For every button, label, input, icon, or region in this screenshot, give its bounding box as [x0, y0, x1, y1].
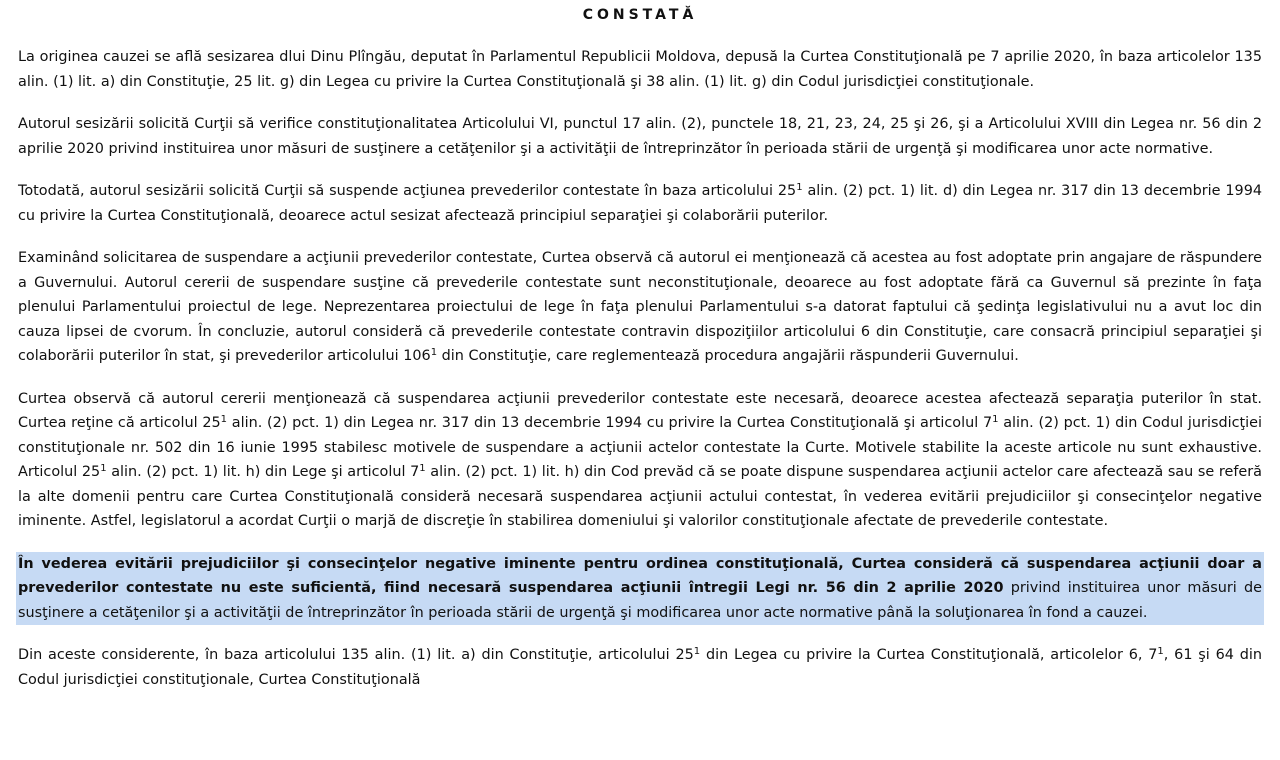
paragraph-5: [18, 387, 1262, 534]
paragraph-6-text: privind instituirea unor măsuri de susţinere a cetăţenilor şi a activităţii de întreprinzător în perioada stării de urgenţă şi modificarea unor acte normative până la soluţionarea în fond a cauzei.: [18, 580, 1262, 621]
paragraph-3: [18, 179, 1262, 228]
paragraph-4: [18, 246, 1262, 369]
paragraph-7-text-c: , 61 şi 64 din Codul jurisdicţiei constituţionale, Curtea Constituţională: [18, 647, 1262, 688]
superscript: 1: [693, 646, 701, 657]
paragraph-6-selected[interactable]: [16, 552, 1264, 626]
superscript: 1: [796, 182, 803, 193]
paragraph-6-bold-text: În vederea evitării prejudiciilor şi consecinţelor negative iminente pentru ordinea constituţională, Curtea consideră că suspendarea acţiunii doar a prevederilor contestate nu este suficientă, fiind necesară suspendarea acţiunii întregii Legi nr. 56 din 2 aprilie 2020: [18, 555, 1262, 596]
paragraph-5-text-a: Curtea observă că autorul cererii menţionează că suspendarea acţiunii prevederilor contestate este necesară, deoarece acestea afectează separaţia puterilor în stat. Curtea reţine că articolul 25: [18, 390, 1262, 431]
paragraph-5-text-b: alin. (2) pct. 1) din Legea nr. 317 din 13 decembrie 1994 cu privire la Curtea Constituţională şi articolul 7: [227, 415, 993, 431]
paragraph-1: La originea cauzei se află sesizarea dlui Dinu Plîngău, deputat în Parlamentul Republicii Moldova, depusă la Curtea Constituţională pe 7 aprilie 2020, în baza articolelor 135 alin. (1) lit. a) din Constituţie, 25 lit. g) din Legea cu privire la Curtea Constituţională şi 38 alin. (1) lit. g) din Codul jurisdicţiei constituţionale.: [18, 49, 1262, 90]
superscript: 1: [1157, 646, 1164, 657]
paragraph-3-text-b: alin. (2) pct. 1) lit. d) din Legea nr. 317 din 13 decembrie 1994 cu privire la Curtea Constituţională, deoarece actul sesizat afectează principiul separaţiei şi colaborării puterilor.: [18, 183, 1263, 224]
superscript: 1: [220, 414, 228, 425]
paragraph-7: [18, 643, 1262, 692]
section-title: CONSTATĂ: [582, 7, 698, 23]
paragraph-5-text-c: alin. (2) pct. 1) din Codul jurisdicţiei constituţionale nr. 502 din 16 iunie 1995 stabilesc motivele de suspendare a acţiunii actelor contestate la Curte. Motivele stabilite la aceste articole nu sunt exhaustive. Articolul 25: [18, 415, 1262, 480]
superscript: 1: [430, 347, 438, 358]
superscript: 1: [992, 414, 999, 425]
paragraph-5-text-d: alin. (2) pct. 1) lit. h) din Lege şi articolul 7: [106, 464, 420, 480]
superscript: 1: [100, 463, 107, 474]
superscript: 1: [419, 463, 426, 474]
paragraph-7-text-b: din Legea cu privire la Curtea Constituţională, articolelor 6, 7: [700, 647, 1158, 663]
paragraph-3-text-a: Totodată, autorul sesizării solicită Curţii să suspende acţiunea prevederilor contestate în baza articolului 25: [18, 183, 797, 199]
paragraph-4-text-a: Examinând solicitarea de suspendare a acţiunii prevederilor contestate, Curtea observă că autorul ei menţionează că acestea au fost adoptate prin angajare de răspundere a Guvernului. Autorul cererii de suspendare susţine că prevederile contestate sunt neconstituţionale, deoarece au fost adoptate fără ca Guvernul să prezinte în faţa plenului Parlamentului proiectul de lege. Neprezentarea proiectului de lege în faţa plenului Parlamentului s-a datorat faptului că şedinţa legislativului nu a avut loc din cauza lipsei de cvorum. În concluzie, autorul consideră că prevederile contestate contravin dispoziţiilor articolului 6 din Constituţie, care consacră principiul separaţiei şi colaborării puterilor în stat, şi prevederilor articolului 106: [18, 250, 1262, 364]
paragraph-5-text-e: alin. (2) pct. 1) lit. h) din Cod prevăd că se poate dispune suspendarea acţiunii actelor care afectează sau se referă la alte domenii pentru care Curtea Constituţională consideră necesară suspendarea acţiunii actului contestat, în vederea evitării prejudiciilor şi consecinţelor negative iminente. Astfel, legislatorul a acordat Curţii o marjă de discreţie în stabilirea domeniului şi valorilor constituţionale afectate de prevederile contestate.: [18, 464, 1263, 529]
paragraph-2: Autorul sesizării solicită Curţii să verifice constituţionalitatea Articolului VI, punctul 17 alin. (2), punctele 18, 21, 23, 24, 25 şi 26, şi a Articolului XVIII din Legea nr. 56 din 2 aprilie 2020 privind instituirea unor măsuri de susţinere a cetăţenilor şi a activităţii de întreprinzător în perioada stării de urgenţă şi modificarea unor acte normative.: [18, 116, 1262, 157]
paragraph-4-text-b: din Constituţie, care reglementează procedura angajării răspunderii Guvernului.: [437, 348, 1019, 364]
paragraph-7-text-a: Din aceste considerente, în baza articolului 135 alin. (1) lit. a) din Constituţie, articolului 25: [18, 647, 694, 663]
